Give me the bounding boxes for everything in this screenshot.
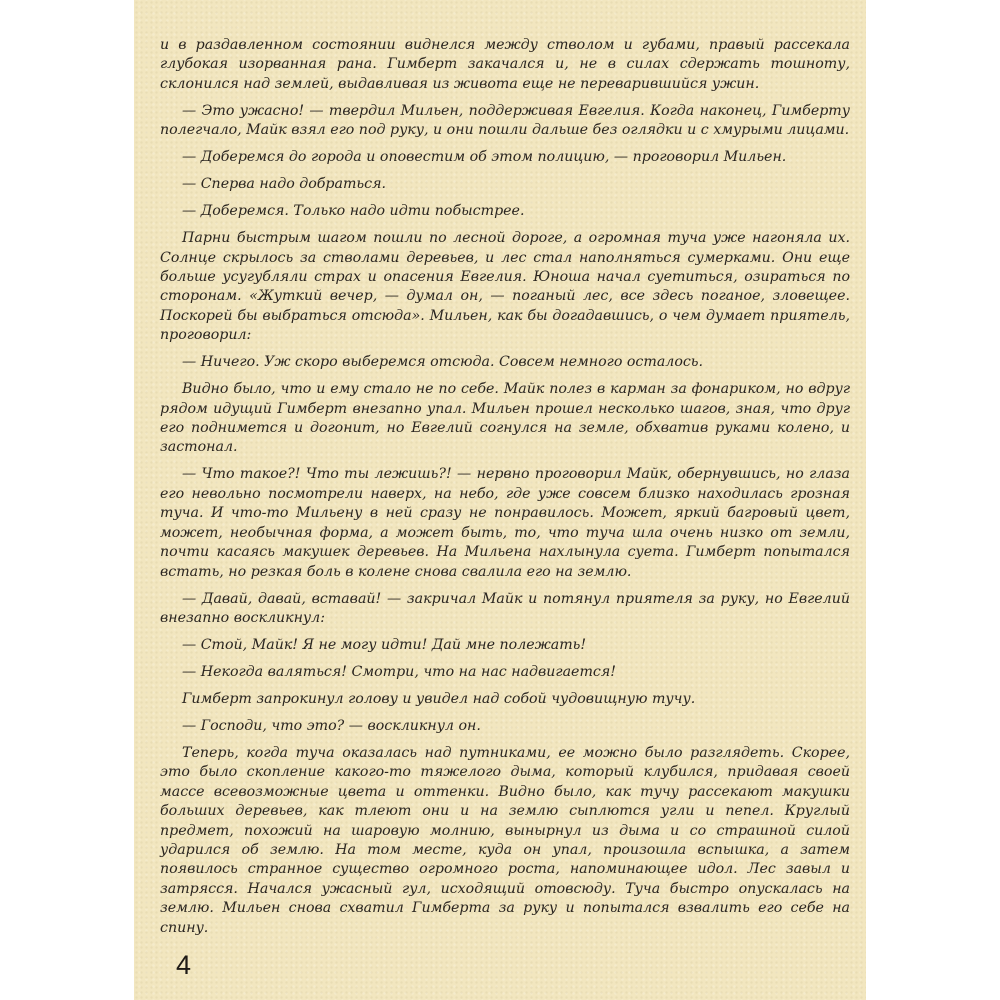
paragraph-9: — Что такое?! Что ты лежишь?! — нервно проговорил Майк, обернувшись, но глаза его невольно посмотрели наверх, на небо, где уже совсем близко находилась грозная туча. И что-то Мильену в ней сразу не понравилось. Может, яркий багровый цвет, может, необычная форма, а может быть, то, что туча шла очень низко от земли, почти касаясь макушек деревьев. На Мильена нахлынула суета. Гимберт попытался встать, но резкая боль в колене снова свалила его на землю. (160, 466, 850, 580)
page-number: 4 (176, 950, 192, 980)
paragraph-14: — Господи, что это? — воскликнул он. (182, 717, 481, 734)
paragraph-6: Парни быстрым шагом пошли по лесной дороге, а огромная туча уже нагоняла их. Солнце скрылось за стволами деревьев, и лес стал наполняться сумерками. Они еще больше усугубляли страх и опасения Евгелия. Юноша начал суетиться, озираться по сторонам. «Жуткий вечер, — думал он, — поганый лес, все здесь поганое, зловещее. Поскорей бы выбраться отсюда». Мильен, как бы догадавшись, о чем думает приятель, проговорил: (160, 230, 850, 344)
paragraph-4: — Сперва надо добраться. (182, 176, 387, 193)
book-page (134, 0, 866, 1000)
paragraph-15: Теперь, когда туча оказалась над путниками, ее можно было разглядеть. Скорее, это было скопление какого-то тяжелого дыма, который клубился, придавая своей массе всевозможные цвета и оттенки. Видно было, как тучу рассекают макушки больших деревьев, как тлеют они и на землю сыплются угли и пепел. Круглый предмет, похожий на шаровую молнию, вынырнул из дыма и со страшной силой ударился об землю. На том месте, куда он упал, произошла вспышка, а затем появилось странное существо огромного роста, напоминающее идол. Лес завыл и затрясся. Начался ужасный гул, исходящий отовсюду. Туча быстро опускалась на землю. Мильен снова схватил Гимберта за руку и попытался взвалить его себе на спину. (160, 744, 850, 936)
paragraph-1: и в раздавленном состоянии виднелся между стволом и губами, правый рассекала глубокая изорванная рана. Гимберт закачался и, не в силах сдержать тошноту, склонился над землей, выдавливая из живота еще не переварившийся ужин. (160, 37, 850, 92)
paragraph-3: — Доберемся до города и оповестим об этом полицию, — проговорил Мильен. (182, 149, 787, 166)
paragraph-13: Гимберт запрокинул голову и увидел над собой чудовищную тучу. (182, 690, 696, 707)
paragraph-12: — Некогда валяться! Смотри, что на нас надвигается! (182, 663, 616, 680)
paragraph-11: — Стой, Майк! Я не могу идти! Дай мне полежать! (182, 636, 587, 653)
page-text (160, 36, 850, 946)
paragraph-10: — Давай, давай, вставай! — закричал Майк и потянул приятеля за руку, но Евгелий внезапно воскликнул: (160, 590, 850, 626)
paragraph-7: — Ничего. Уж скоро выберемся отсюда. Совсем немного осталось. (182, 354, 704, 371)
paragraph-8: Видно было, что и ему стало не по себе. Майк полез в карман за фонариком, но вдруг рядом идущий Гимберт внезапно упал. Мильен прошел несколько шагов, зная, что друг его поднимется и догонит, но Евгелий согнулся на земле, обхватив руками колено, и застонал. (160, 381, 850, 456)
paragraph-5: — Доберемся. Только надо идти побыстрее. (182, 203, 525, 220)
paragraph-2: — Это ужасно! — твердил Мильен, поддерживая Евгелия. Когда наконец, Гимберту полегчало, Майк взял его под руку, и они пошли дальше без оглядки и с хмурыми лицами. (160, 102, 850, 139)
